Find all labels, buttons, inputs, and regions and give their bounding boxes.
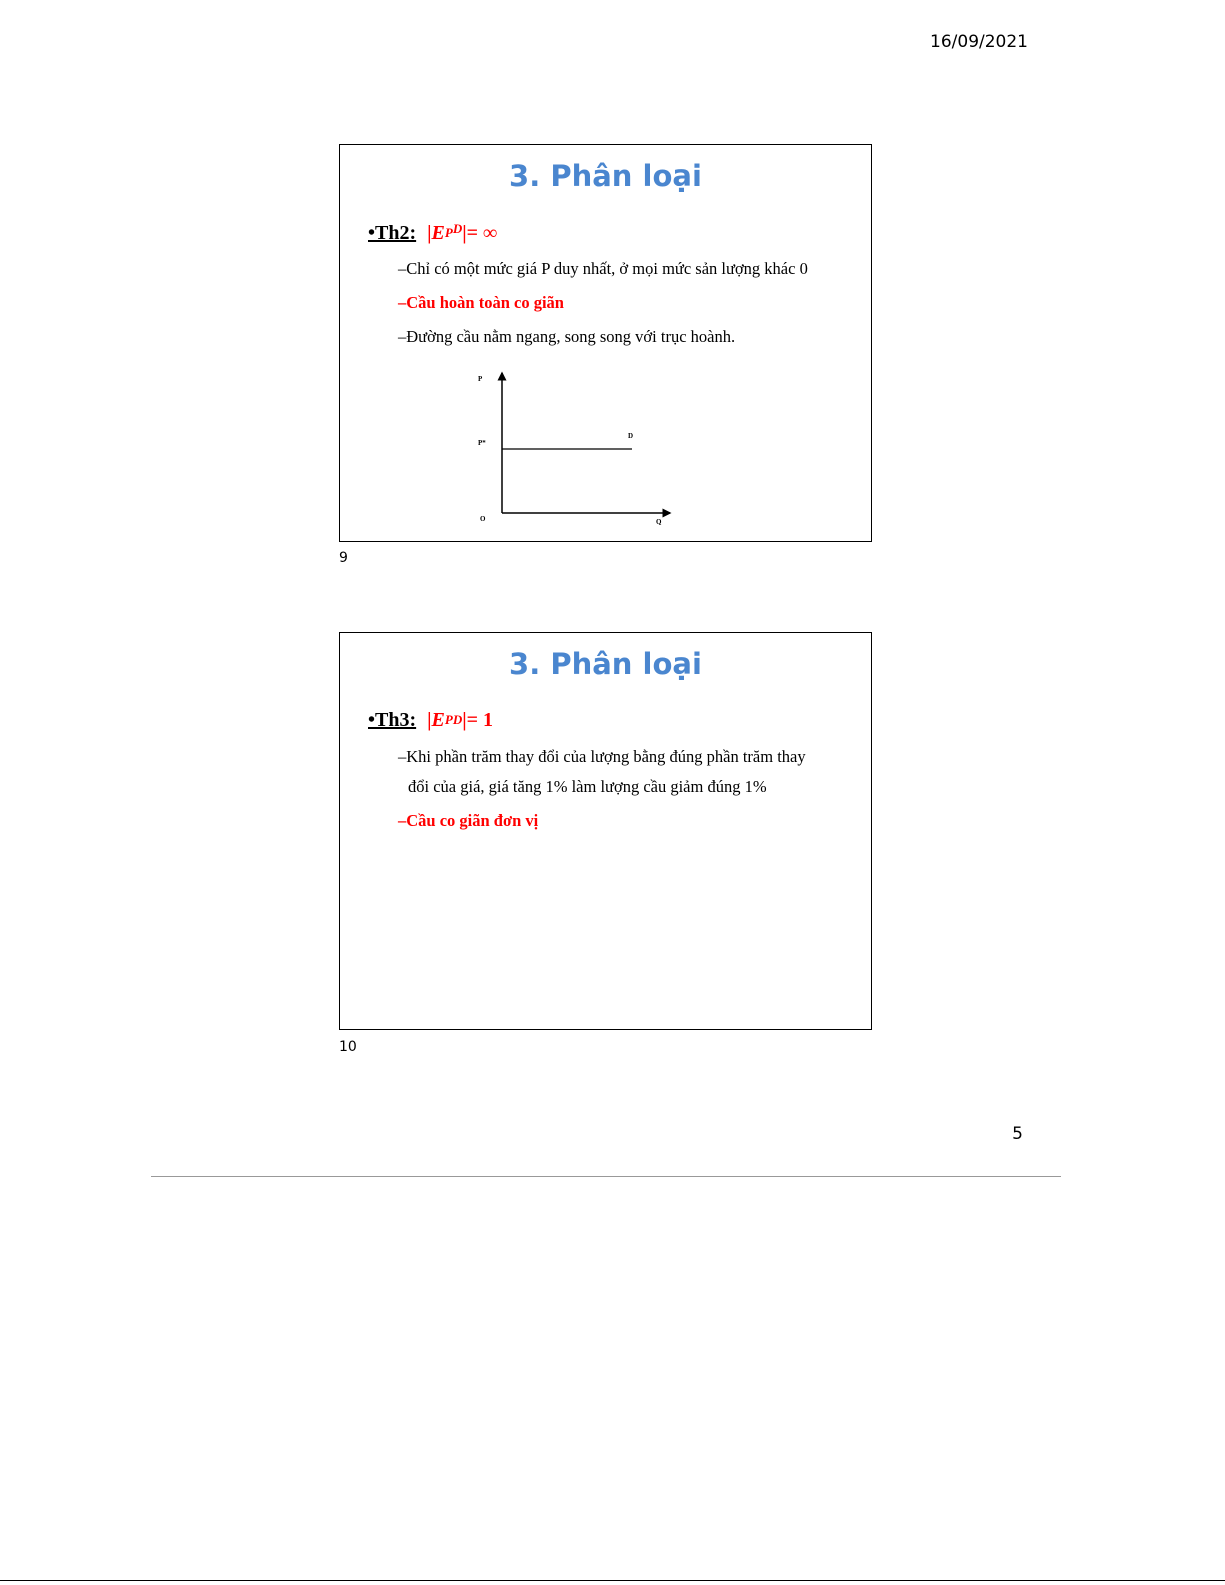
slide-9 [339, 144, 872, 542]
case-heading [368, 709, 493, 732]
case-label: •Th3: [368, 709, 417, 731]
formula-main: E [431, 709, 445, 731]
elasticity-formula: $|EP^D|=$ ∞ [427, 221, 498, 244]
slide-10 [339, 632, 872, 1030]
bullet-item-highlight: –Cầu co giãn đơn vị [398, 810, 539, 830]
slide-title: 3. Phân loại [509, 647, 702, 681]
header-date: 16/09/2021 [930, 32, 1028, 52]
origin-label: O [480, 515, 486, 523]
elasticity-formula: |EPD|= 1 [427, 709, 494, 731]
formula-sup: D [452, 221, 463, 236]
bullet-item: –Chỉ có một mức giá P duy nhất, ở mọi mức sản lượng khác 0 [398, 259, 808, 278]
formula-rhs: = 1 [466, 709, 494, 731]
slide-number: 10 [339, 1039, 357, 1055]
page-number: 5 [1012, 1124, 1023, 1144]
y-axis-label: P [478, 375, 483, 383]
bullet-item-highlight: –Cầu hoàn toàn co giãn [398, 292, 564, 312]
bullet-list [398, 259, 851, 360]
formula-rhs: = ∞ [466, 222, 498, 244]
slide-number: 9 [339, 550, 348, 566]
bullet-item [398, 747, 851, 797]
bullet-list [398, 747, 851, 844]
case-label: •Th2: [368, 222, 417, 244]
x-axis-label: Q [656, 518, 662, 526]
formula-sub: P [444, 712, 453, 727]
page-separator [151, 1176, 1061, 1177]
bullet-line: –Khi phần trăm thay đổi của lượng bằng đúng phần trăm thay [398, 747, 806, 766]
case-heading [368, 221, 497, 245]
bottom-border [0, 1580, 1225, 1581]
demand-graph [470, 367, 680, 529]
formula-main: E [431, 222, 445, 244]
formula-sub: P [444, 225, 453, 240]
formula-sup: D [452, 712, 463, 727]
bullet-line-continuation: đổi của giá, giá tăng 1% làm lượng cầu giảm đúng 1% [408, 776, 767, 796]
curve-label: D [628, 432, 634, 440]
bullet-item: –Đường cầu nằm ngang, song song với trục hoành. [398, 326, 736, 346]
price-label: P* [478, 439, 486, 447]
slide-title: 3. Phân loại [509, 159, 702, 193]
